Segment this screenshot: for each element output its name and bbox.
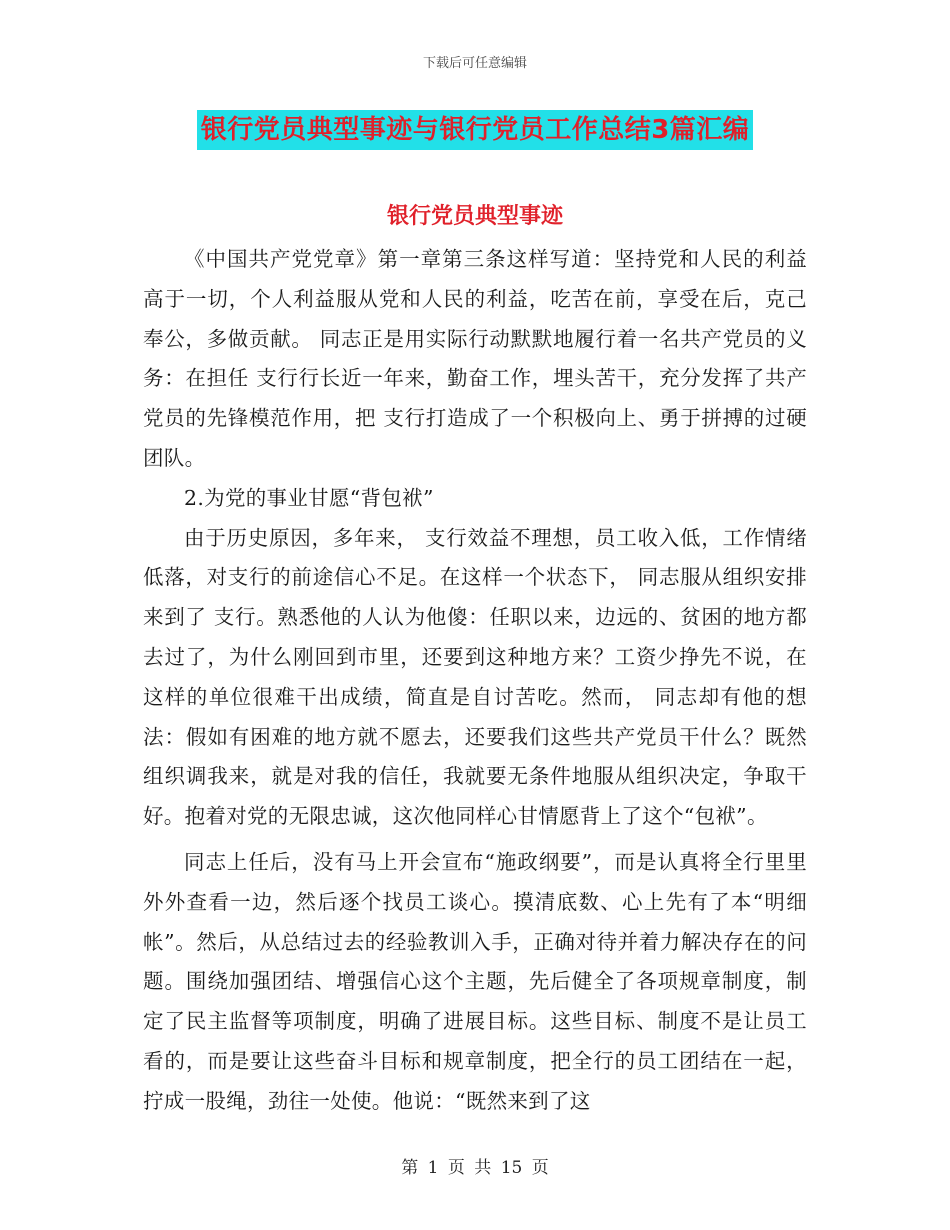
section-title: 银行党员典型事迹: [386, 204, 563, 229]
paragraph-heading: 2.为党的事业甘愿“背包袱”: [184, 485, 434, 510]
header-note: 下载后可任意编辑: [422, 56, 527, 71]
body-text: [143, 240, 807, 1122]
paragraph-intro: 《中国共产党党章》第一章第三条这样写道：坚持党和人民的利益高于一切，个人利益服从党和人民的利益，吃苦在前，享受在后，克己奉公，多做贡献。 同志正是用实际行动默默地履行着一名共产党员的义务：在担任 支行行长近一年来，勤奋工作，埋头苦干，充分发挥了共产党员的先锋模范作用，把 支行打造成了一个积极向上、勇于拼搏的过硬团队。: [143, 247, 807, 470]
title-wrap: [0, 110, 950, 150]
page-footer: 第 1 页 共 15 页: [401, 1158, 549, 1178]
paragraph-history: 由于历史原因，多年来， 支行效益不理想，员工收入低，工作情绪低落，对支行的前途信心不足。在这样一个状态下， 同志服从组织安排来到了 支行。熟悉他的人认为他傻：任职以来，边远的、贫困的地方都去过了，为什么刚回到市里，还要到这种地方来？工资少挣先不说，在这样的单位很难干出成绩，简直是自讨苦吃。然而， 同志却有他的想法：假如有困难的地方就不愿去，还要我们这些共产党员干什么？既然组织调我来，就是对我的信任，我就要无条件地服从组织决定，争取干好。抱着对党的无限忠诚，这次他同样心甘情愿背上了这个“包袱”。: [143, 525, 807, 829]
paragraph-actions: 同志上任后，没有马上开会宣布“施政纲要”，而是认真将全行里里外外查看一边，然后逐个找员工谈心。摸清底数、心上先有了本“明细帐”。然后，从总结过去的经验教训入手，正确对待并着力解决存在的问题。围绕加强团结、增强信心这个主题，先后健全了各项规章制度，制定了民主监督等项制度，明确了进展目标。这些目标、制度不是让员工看的，而是要让这些奋斗目标和规章制度，把全行的员工团结在一起，拧成一股绳，劲往一处使。他说：“既然来到了这: [143, 849, 807, 1113]
document-title: 银行党员典型事迹与银行党员工作总结3篇汇编: [197, 110, 754, 150]
